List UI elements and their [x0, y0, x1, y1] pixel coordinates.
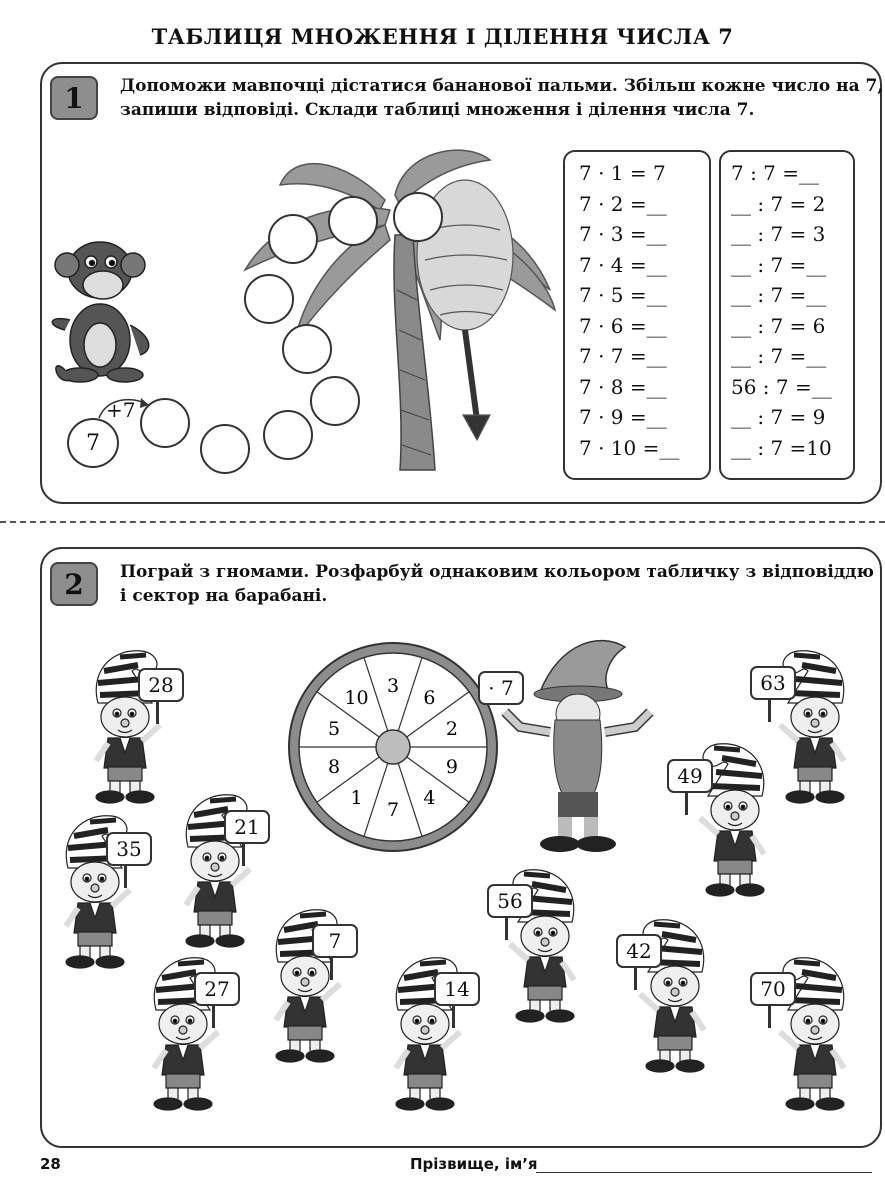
division-row[interactable]: __ : 7 = 9 [731, 405, 826, 429]
division-table [719, 150, 855, 480]
division-row[interactable]: __ : 7 =10 [731, 435, 832, 460]
answer-circle[interactable] [140, 398, 190, 448]
task2-text-line2: і сектор на барабані. [120, 586, 328, 606]
multiplication-row[interactable]: 7 · 10 =__ [579, 435, 680, 460]
multiplication-row[interactable]: 7 · 9 =__ [579, 405, 667, 429]
answer-circle[interactable] [244, 274, 294, 324]
answer-circle[interactable] [393, 192, 443, 242]
answer-circle[interactable] [328, 196, 378, 246]
start-value: 7 [86, 430, 100, 456]
gnome-answer-sign[interactable]: 35 [106, 832, 152, 866]
wheel-sector-number[interactable]: 5 [327, 717, 341, 740]
wheel-sector-number[interactable]: 7 [386, 799, 400, 821]
division-row[interactable]: __ : 7 = 6 [731, 313, 826, 338]
division-row[interactable]: 56 : 7 =__ [731, 374, 832, 399]
page-number: 28 [40, 1155, 61, 1173]
division-row[interactable]: __ : 7 =__ [731, 252, 827, 277]
gnome-answer-sign[interactable]: 14 [434, 972, 480, 1006]
task1-number: 1 [64, 81, 84, 115]
wheel-sector-number[interactable]: 10 [344, 686, 369, 709]
gnome-answer-sign[interactable]: 7 [312, 924, 358, 958]
division-row[interactable]: __ : 7 = 2 [731, 191, 826, 216]
wheel-sector-number[interactable]: 4 [423, 787, 436, 810]
multiplication-row[interactable]: 7 · 4 =__ [579, 252, 667, 277]
gnome-answer-sign[interactable]: 63 [750, 666, 796, 700]
wheel-sector-number[interactable]: 9 [445, 756, 459, 779]
task1-number-badge [50, 76, 98, 120]
division-row[interactable]: __ : 7 =__ [731, 283, 827, 307]
multiplication-table [563, 150, 711, 480]
task1-instructions [120, 74, 883, 122]
multiplication-row[interactable]: 7 · 1 = 7 [579, 161, 666, 185]
task2-number: 2 [64, 567, 84, 601]
gnome-answer-sign[interactable]: 49 [667, 759, 713, 793]
task1-text-line2: запиши відповіді. Склади таблиці множення і ділення числа 7. [120, 100, 755, 120]
answer-circle[interactable] [282, 324, 332, 374]
division-row[interactable]: 7 : 7 =__ [731, 161, 820, 185]
task2-number-badge [50, 562, 98, 606]
task2-instructions [120, 560, 874, 608]
answer-circle[interactable] [200, 424, 250, 474]
division-row[interactable]: __ : 7 = 3 [731, 222, 826, 246]
wheel-sector-number[interactable]: 1 [350, 787, 363, 810]
multiplication-row[interactable]: 7 · 7 =__ [579, 344, 667, 368]
multiplication-row[interactable]: 7 · 3 =__ [579, 222, 667, 246]
answer-circle[interactable] [268, 214, 318, 264]
division-row[interactable]: __ : 7 =__ [731, 344, 827, 368]
answer-circle[interactable] [310, 376, 360, 426]
task2-text-line1: Пограй з гномами. Розфарбуй однаковим кольором табличку з відповіддю [120, 562, 874, 582]
wheel-sector-number[interactable]: 8 [327, 756, 341, 779]
path-circle [67, 418, 119, 468]
step-label: +7 [106, 398, 136, 422]
gnome-answer-sign[interactable]: 21 [224, 810, 270, 844]
gnome-answer-sign[interactable]: 56 [487, 884, 533, 918]
multiplication-row[interactable]: 7 · 2 =__ [579, 191, 667, 216]
wheel-sector-number[interactable]: 3 [386, 675, 400, 697]
old-gnome-icon [500, 632, 670, 857]
gnome-answer-sign[interactable]: 28 [138, 668, 184, 702]
task1-text-line1: Допоможи мавпочці дістатися бананової пальми. Збільш кожне число на 7, [120, 76, 884, 96]
multiplication-row[interactable]: 7 · 5 =__ [579, 283, 667, 307]
wheel-sector-number[interactable]: 2 [445, 717, 459, 740]
wheel-sector-number[interactable]: 6 [423, 686, 436, 709]
section-divider [0, 521, 885, 523]
page-title: ТАБЛИЦЯ МНОЖЕННЯ І ДІЛЕННЯ ЧИСЛА 7 [151, 24, 734, 49]
monkey-icon [52, 242, 148, 382]
operation-sign: · 7 [478, 671, 524, 705]
answer-circle[interactable] [263, 410, 313, 460]
multiplication-row[interactable]: 7 · 8 =__ [579, 374, 667, 399]
name-field-line[interactable] [536, 1172, 872, 1173]
gnome-answer-sign[interactable]: 42 [616, 934, 662, 968]
number-wheel [286, 640, 500, 854]
name-label: Прізвище, ім’я [410, 1155, 538, 1173]
multiplication-row[interactable]: 7 · 6 =__ [579, 313, 667, 338]
gnome-answer-sign[interactable]: 70 [750, 972, 796, 1006]
gnome-answer-sign[interactable]: 27 [194, 972, 240, 1006]
